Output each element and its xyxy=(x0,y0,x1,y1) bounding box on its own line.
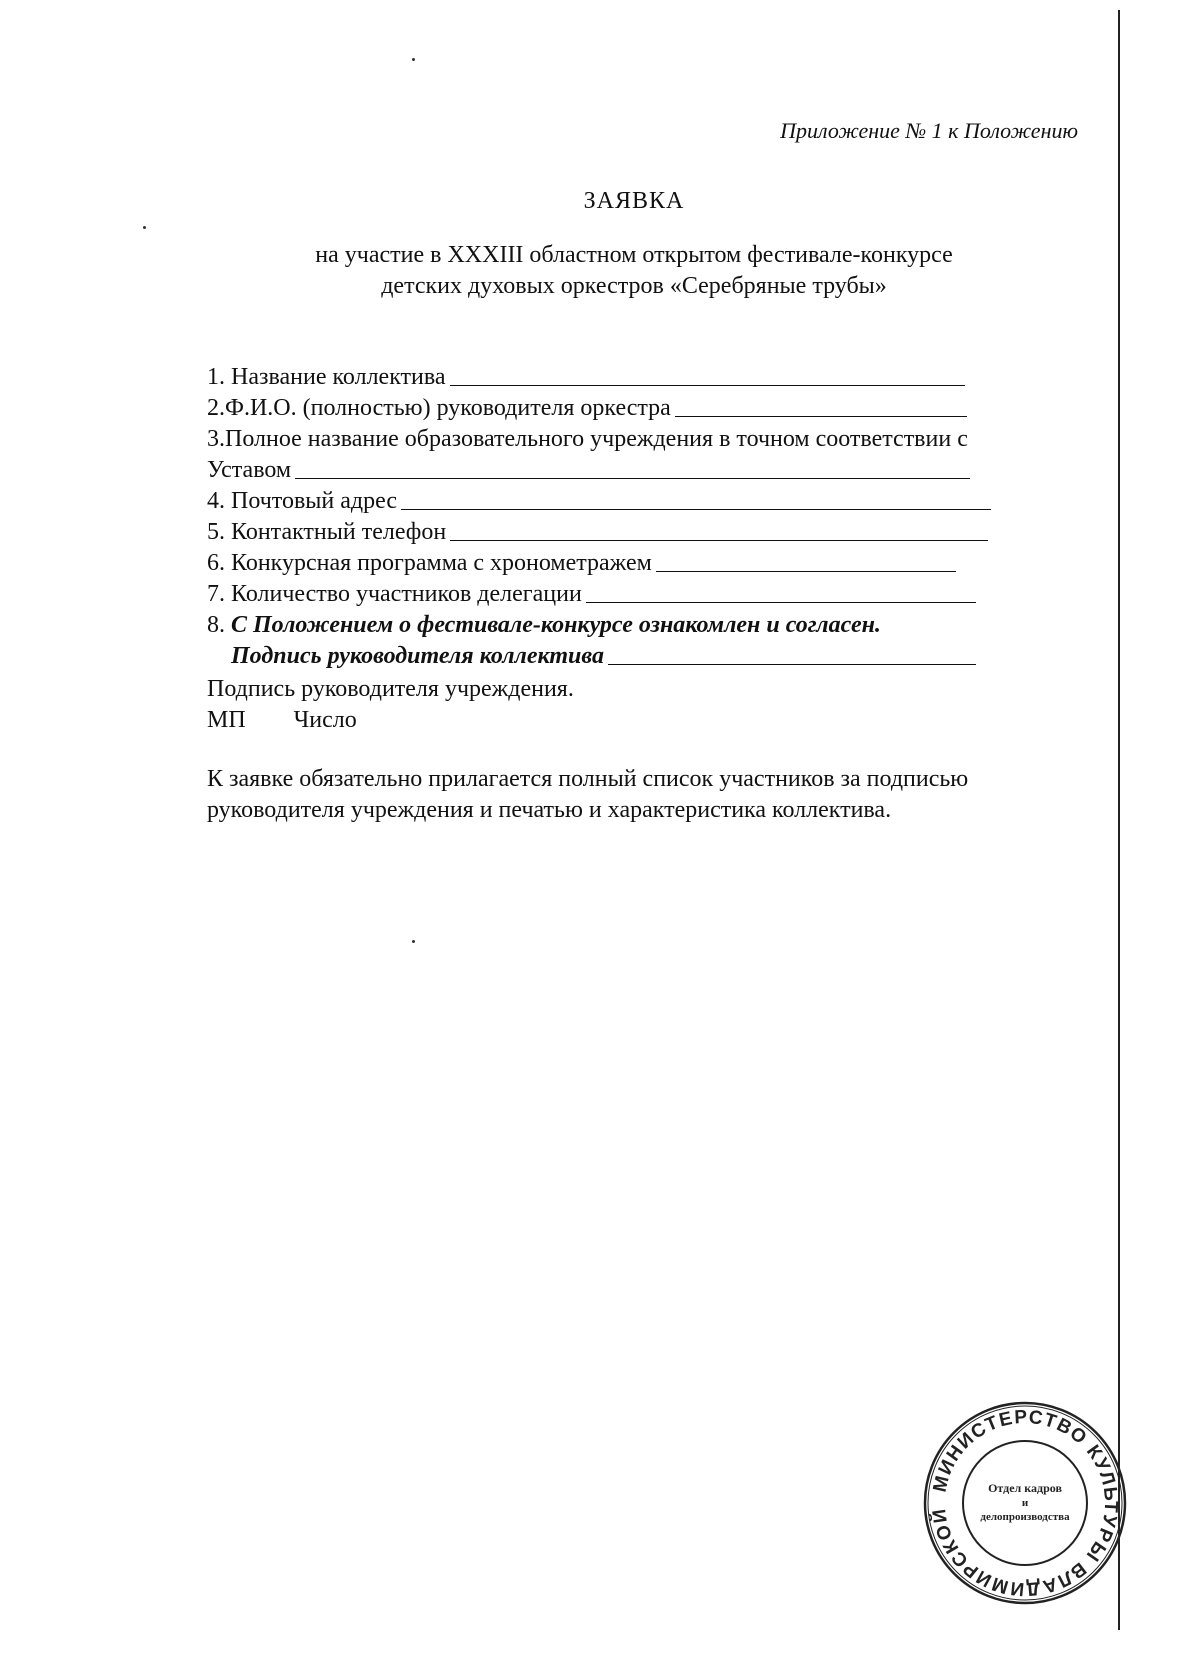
field-label: Уставом xyxy=(207,457,292,483)
field-label: 4. Почтовый адрес xyxy=(207,488,398,514)
field-phone xyxy=(207,515,1077,546)
agreement-number: 8. xyxy=(207,612,225,638)
subtitle-line: детских духовых оркестров «Серебряные трубы» xyxy=(381,273,887,299)
scan-speck xyxy=(412,940,415,943)
field-label: 7. Количество участников делегации xyxy=(207,581,582,607)
field-institution-charter xyxy=(207,453,1077,484)
attachment-note xyxy=(207,764,968,826)
fill-in-blank[interactable] xyxy=(295,478,970,479)
agreement-text: С Положением о фестивале-конкурсе ознакомлен и согласен. xyxy=(231,612,881,638)
scan-speck xyxy=(143,226,146,229)
field-program xyxy=(207,546,1077,577)
field-institution-name xyxy=(207,422,1077,453)
seal-graphic xyxy=(920,1398,1130,1608)
field-label: 5. Контактный телефон xyxy=(207,519,447,545)
annex-reference: Приложение № 1 к Положению xyxy=(780,118,1078,143)
note-line: руководителя учреждения и печатью и характеристика коллектива. xyxy=(207,797,892,823)
fill-in-blank[interactable] xyxy=(450,385,965,386)
signature-label: Подпись руководителя коллектива xyxy=(231,643,604,669)
signature-block xyxy=(207,674,574,736)
document-subtitle xyxy=(0,240,1200,302)
field-label: 6. Конкурсная программа с хронометражем xyxy=(207,550,652,576)
fill-in-blank[interactable] xyxy=(586,602,976,603)
field-label: 2.Ф.И.О. (полностью) руководителя оркестра xyxy=(207,395,671,421)
field-collective-signature xyxy=(207,639,1077,670)
signature-blank[interactable] xyxy=(608,664,976,665)
fill-in-blank[interactable] xyxy=(401,509,991,510)
document-title: ЗАЯВКА xyxy=(583,188,685,214)
subtitle-line: на участие в XXXIII областном открытом фестивале-конкурсе xyxy=(315,242,953,268)
field-collective-name xyxy=(207,360,1077,391)
seal-center-line: Отдел кадров xyxy=(988,1481,1062,1495)
field-conductor-name xyxy=(207,391,1077,422)
fill-in-blank[interactable] xyxy=(675,416,967,417)
mp-date-row xyxy=(207,705,574,736)
seal-ring-text: МИНИСТЕРСТВО КУЛЬТУРЫ ВЛАДИМИРСКОЙ xyxy=(928,1406,1122,1600)
application-form xyxy=(207,360,1077,670)
field-label: 3.Полное название образовательного учреждения в точном соответствии с xyxy=(207,426,968,452)
seal-center-line: и xyxy=(1021,1497,1029,1509)
field-label: 1. Название коллектива xyxy=(207,364,446,390)
head-signature-label: Подпись руководителя учреждения. xyxy=(207,676,574,702)
scan-speck xyxy=(412,58,415,61)
field-delegation-size xyxy=(207,577,1077,608)
fill-in-blank[interactable] xyxy=(656,571,956,572)
stamp-place-label: МП xyxy=(207,707,246,733)
official-seal xyxy=(920,1398,1130,1608)
seal-center-line: делопроизводства xyxy=(980,1511,1070,1523)
field-agreement xyxy=(207,608,1077,639)
fill-in-blank[interactable] xyxy=(450,540,988,541)
field-postal-address xyxy=(207,484,1077,515)
date-label: Число xyxy=(293,707,357,733)
note-line: К заявке обязательно прилагается полный список участников за подписью xyxy=(207,766,969,792)
